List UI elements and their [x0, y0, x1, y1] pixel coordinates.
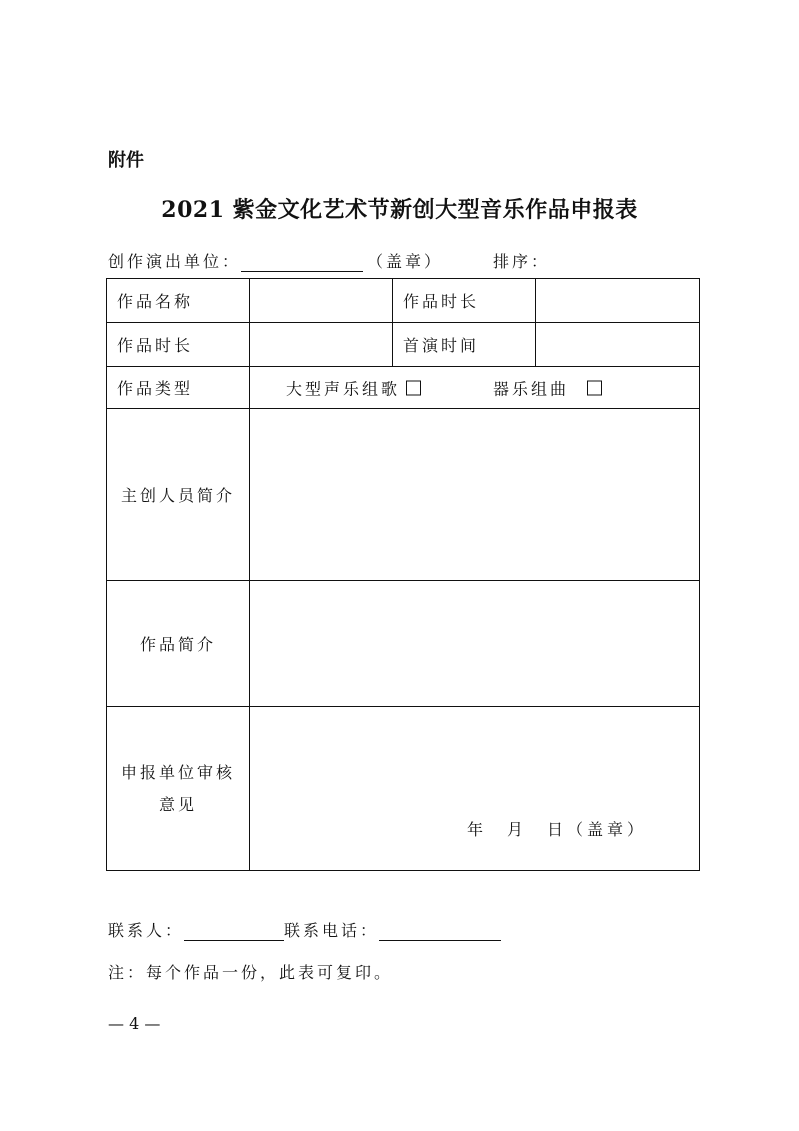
attachment-label: 附件	[108, 150, 144, 171]
intro-field[interactable]	[250, 581, 700, 707]
creators-field[interactable]	[250, 409, 700, 581]
intro-label: 作品简介	[107, 581, 250, 707]
work-duration-label: 作品时长	[393, 279, 536, 323]
contact-blank[interactable]	[184, 922, 284, 941]
review-label	[107, 707, 250, 871]
table-row	[107, 279, 700, 323]
table-row	[107, 409, 700, 581]
work-type-label: 作品类型	[107, 367, 250, 409]
work-name-label: 作品名称	[107, 279, 250, 323]
unit-blank[interactable]	[241, 253, 363, 272]
option-vocal-suite-label: 大型声乐组歌	[286, 379, 401, 398]
option-instrumental-suite[interactable]	[493, 376, 602, 399]
creators-label: 主创人员简介	[107, 409, 250, 581]
seal-note: （盖章）	[367, 252, 444, 271]
work-duration-field[interactable]	[536, 279, 700, 323]
premiere-time-label: 首演时间	[393, 323, 536, 367]
form-title: 2021 紫金文化艺术节新创大型音乐作品申报表	[161, 197, 638, 223]
review-label-line2: 意见	[158, 794, 197, 814]
work-type-options	[250, 367, 700, 409]
order-label: 排序：	[493, 252, 551, 271]
page-number: — 4 —	[108, 1014, 161, 1033]
review-label-line1: 申报单位审核	[120, 762, 235, 782]
contact-line	[108, 918, 501, 941]
work-duration-label-2: 作品时长	[107, 323, 250, 367]
footnote: 注：每个作品一份，此表可复印。	[108, 963, 394, 982]
table-row	[107, 707, 700, 871]
phone-label: 联系电话：	[284, 921, 380, 940]
option-vocal-suite[interactable]	[286, 376, 421, 399]
table-row	[107, 367, 700, 409]
unit-label: 创作演出单位：	[108, 252, 242, 271]
phone-blank[interactable]	[379, 922, 501, 941]
unit-line	[108, 249, 550, 272]
option-instrumental-suite-label: 器乐组曲	[493, 379, 570, 398]
premiere-time-field[interactable]	[536, 323, 700, 367]
table-row	[107, 323, 700, 367]
instrumental-suite-checkbox[interactable]	[587, 380, 602, 395]
table-row	[107, 581, 700, 707]
review-field[interactable]	[250, 707, 700, 871]
contact-label: 联系人：	[108, 921, 185, 940]
work-duration-field-2[interactable]	[250, 323, 393, 367]
work-name-field[interactable]	[250, 279, 393, 323]
review-date: 年 月 日（盖章）	[466, 820, 647, 839]
vocal-suite-checkbox[interactable]	[406, 380, 421, 395]
application-form-table	[106, 278, 700, 871]
